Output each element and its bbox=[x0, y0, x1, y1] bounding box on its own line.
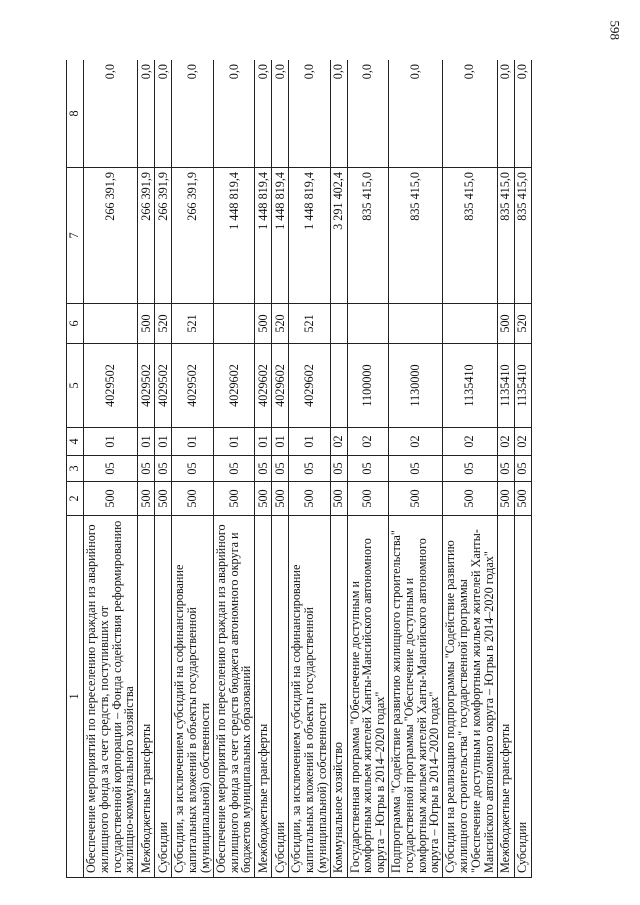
table-row bbox=[497, 60, 514, 878]
col8-cell: 0,0 bbox=[172, 60, 213, 168]
target-article-cell: 4029602 bbox=[255, 344, 272, 428]
expense-type-cell bbox=[84, 304, 138, 344]
amount-cell: 835 415,0 bbox=[347, 168, 388, 304]
col3-cell: 05 bbox=[330, 456, 347, 482]
table-row bbox=[213, 60, 254, 878]
amount-cell: 3 291 402,4 bbox=[330, 168, 347, 304]
col4-cell: 02 bbox=[497, 428, 514, 456]
col2-cell: 500 bbox=[155, 482, 172, 516]
col4-cell: 01 bbox=[213, 428, 254, 456]
col3-cell: 05 bbox=[347, 456, 388, 482]
col3-cell: 05 bbox=[84, 456, 138, 482]
row-name-cell: Субсидии bbox=[514, 516, 531, 878]
row-name-cell: Субсидии на реализацию подпрограммы "Содействие развитию жилищного строительства" государственной программы "Обеспечение доступным и комфортным жильем жителей Ханты-Мансийского автономного округа – Югры в 2014–2020 годах" bbox=[443, 516, 497, 878]
target-article-cell: 4029602 bbox=[289, 344, 330, 428]
col3-cell: 05 bbox=[155, 456, 172, 482]
col2-cell: 500 bbox=[497, 482, 514, 516]
expense-type-cell: 500 bbox=[497, 304, 514, 344]
col2-cell: 500 bbox=[514, 482, 531, 516]
expense-type-cell: 521 bbox=[289, 304, 330, 344]
col8-cell: 0,0 bbox=[347, 60, 388, 168]
table-row bbox=[330, 60, 347, 878]
col2-cell: 500 bbox=[255, 482, 272, 516]
col8-cell: 0,0 bbox=[213, 60, 254, 168]
col4-cell: 02 bbox=[514, 428, 531, 456]
col4-cell: 02 bbox=[330, 428, 347, 456]
col2-cell: 500 bbox=[213, 482, 254, 516]
amount-cell: 1 448 819,4 bbox=[213, 168, 254, 304]
col8-cell: 0,0 bbox=[514, 60, 531, 168]
expense-type-cell bbox=[347, 304, 388, 344]
target-article-cell: 4029602 bbox=[272, 344, 289, 428]
table-row bbox=[289, 60, 330, 878]
col8-cell: 0,0 bbox=[84, 60, 138, 168]
table-row bbox=[347, 60, 388, 878]
col2-cell: 500 bbox=[330, 482, 347, 516]
col2-cell: 500 bbox=[347, 482, 388, 516]
row-name-cell: Государственная программа "Обеспечение доступным и комфортным жильем жителей Ханты-Мансийского автономного округа – Югры в 2014–2020 годах" bbox=[347, 516, 388, 878]
expense-type-cell: 520 bbox=[155, 304, 172, 344]
amount-cell: 266 391,9 bbox=[84, 168, 138, 304]
row-name-cell: Обеспечение мероприятий по переселению граждан из аварийного жилищного фонда за счет средств, поступивших от государственной корпорации – Фонда содействия реформированию жилищно-коммунального хозяйства bbox=[84, 516, 138, 878]
table-row bbox=[172, 60, 213, 878]
col-header: 1 bbox=[67, 516, 84, 878]
table-row bbox=[514, 60, 531, 878]
col2-cell: 500 bbox=[289, 482, 330, 516]
col3-cell: 05 bbox=[255, 456, 272, 482]
col8-cell: 0,0 bbox=[497, 60, 514, 168]
row-name-cell: Субсидии, за исключением субсидий на софинансирование капитальных вложений в объекты государственной (муниципальной) собственности bbox=[172, 516, 213, 878]
row-name-cell: Субсидии bbox=[155, 516, 172, 878]
amount-cell: 1 448 819,4 bbox=[272, 168, 289, 304]
col4-cell: 02 bbox=[389, 428, 443, 456]
col3-cell: 05 bbox=[443, 456, 497, 482]
expense-type-cell bbox=[213, 304, 254, 344]
row-name-cell: Межбюджетные трансферты bbox=[497, 516, 514, 878]
expense-type-cell: 520 bbox=[514, 304, 531, 344]
table-row bbox=[272, 60, 289, 878]
col8-cell: 0,0 bbox=[272, 60, 289, 168]
table-row bbox=[155, 60, 172, 878]
target-article-cell: 4029502 bbox=[84, 344, 138, 428]
table-row bbox=[84, 60, 138, 878]
col-header: 2 bbox=[67, 482, 84, 516]
amount-cell: 835 415,0 bbox=[497, 168, 514, 304]
col3-cell: 05 bbox=[514, 456, 531, 482]
rotated-table-area bbox=[66, 60, 604, 878]
col2-cell: 500 bbox=[138, 482, 155, 516]
col-header: 5 bbox=[67, 344, 84, 428]
budget-table bbox=[66, 60, 532, 878]
rotated-table-frame bbox=[66, 60, 604, 878]
col-header: 6 bbox=[67, 304, 84, 344]
target-article-cell: 1135410 bbox=[497, 344, 514, 428]
col8-cell: 0,0 bbox=[155, 60, 172, 168]
col4-cell: 01 bbox=[84, 428, 138, 456]
col3-cell: 05 bbox=[172, 456, 213, 482]
col8-cell: 0,0 bbox=[255, 60, 272, 168]
col4-cell: 01 bbox=[289, 428, 330, 456]
target-article-cell: 1135410 bbox=[443, 344, 497, 428]
amount-cell: 1 448 819,4 bbox=[289, 168, 330, 304]
row-name-cell: Субсидии bbox=[272, 516, 289, 878]
expense-type-cell: 500 bbox=[255, 304, 272, 344]
amount-cell: 266 391,9 bbox=[138, 168, 155, 304]
target-article-cell bbox=[330, 344, 347, 428]
target-article-cell: 4029502 bbox=[155, 344, 172, 428]
col4-cell: 02 bbox=[347, 428, 388, 456]
target-article-cell: 1100000 bbox=[347, 344, 388, 428]
row-name-cell: Обеспечение мероприятий по переселению граждан из аварийного жилищного фонда за счет средств бюджета автономного округа и бюджетов муниципальных образований bbox=[213, 516, 254, 878]
expense-type-cell bbox=[330, 304, 347, 344]
expense-type-cell: 521 bbox=[172, 304, 213, 344]
col2-cell: 500 bbox=[84, 482, 138, 516]
col8-cell: 0,0 bbox=[138, 60, 155, 168]
table-row bbox=[389, 60, 443, 878]
amount-cell: 266 391,9 bbox=[155, 168, 172, 304]
col8-cell: 0,0 bbox=[289, 60, 330, 168]
row-name-cell: Коммунальное хозяйство bbox=[330, 516, 347, 878]
col3-cell: 05 bbox=[213, 456, 254, 482]
target-article-cell: 1135410 bbox=[514, 344, 531, 428]
expense-type-cell: 520 bbox=[272, 304, 289, 344]
col4-cell: 01 bbox=[272, 428, 289, 456]
col2-cell: 500 bbox=[172, 482, 213, 516]
amount-cell: 835 415,0 bbox=[389, 168, 443, 304]
col3-cell: 05 bbox=[389, 456, 443, 482]
col-header: 3 bbox=[67, 456, 84, 482]
col2-cell: 500 bbox=[389, 482, 443, 516]
col4-cell: 01 bbox=[172, 428, 213, 456]
row-name-cell: Межбюджетные трансферты bbox=[138, 516, 155, 878]
col8-cell: 0,0 bbox=[330, 60, 347, 168]
col2-cell: 500 bbox=[443, 482, 497, 516]
page-number: 598 bbox=[607, 20, 622, 40]
amount-cell: 835 415,0 bbox=[443, 168, 497, 304]
table-row bbox=[255, 60, 272, 878]
col8-cell: 0,0 bbox=[389, 60, 443, 168]
amount-cell: 835 415,0 bbox=[514, 168, 531, 304]
col4-cell: 01 bbox=[138, 428, 155, 456]
col2-cell: 500 bbox=[272, 482, 289, 516]
col3-cell: 05 bbox=[138, 456, 155, 482]
row-name-cell: Субсидии, за исключением субсидий на софинансирование капитальных вложений в объекты государственной (муниципальной) собственности bbox=[289, 516, 330, 878]
expense-type-cell bbox=[389, 304, 443, 344]
col-header: 7 bbox=[67, 168, 84, 304]
col3-cell: 05 bbox=[497, 456, 514, 482]
amount-cell: 266 391,9 bbox=[172, 168, 213, 304]
target-article-cell: 4029502 bbox=[172, 344, 213, 428]
target-article-cell: 4029502 bbox=[138, 344, 155, 428]
col-header: 4 bbox=[67, 428, 84, 456]
col8-cell: 0,0 bbox=[443, 60, 497, 168]
table-row bbox=[138, 60, 155, 878]
col4-cell: 02 bbox=[443, 428, 497, 456]
header-row bbox=[67, 60, 84, 878]
row-name-cell: Подпрограмма "Содействие развитию жилищного строительства" государственной программы "Обеспечение доступным и комфортным жильем жителей Ханты-Мансийского автономного округа – Югры в 2014–2020 годах" bbox=[389, 516, 443, 878]
expense-type-cell: 500 bbox=[138, 304, 155, 344]
col3-cell: 05 bbox=[289, 456, 330, 482]
col3-cell: 05 bbox=[272, 456, 289, 482]
amount-cell: 1 448 819,4 bbox=[255, 168, 272, 304]
col4-cell: 01 bbox=[255, 428, 272, 456]
col4-cell: 01 bbox=[155, 428, 172, 456]
target-article-cell: 4029602 bbox=[213, 344, 254, 428]
row-name-cell: Межбюджетные трансферты bbox=[255, 516, 272, 878]
target-article-cell: 1130000 bbox=[389, 344, 443, 428]
expense-type-cell bbox=[443, 304, 497, 344]
col-header: 8 bbox=[67, 60, 84, 168]
table-row bbox=[443, 60, 497, 878]
